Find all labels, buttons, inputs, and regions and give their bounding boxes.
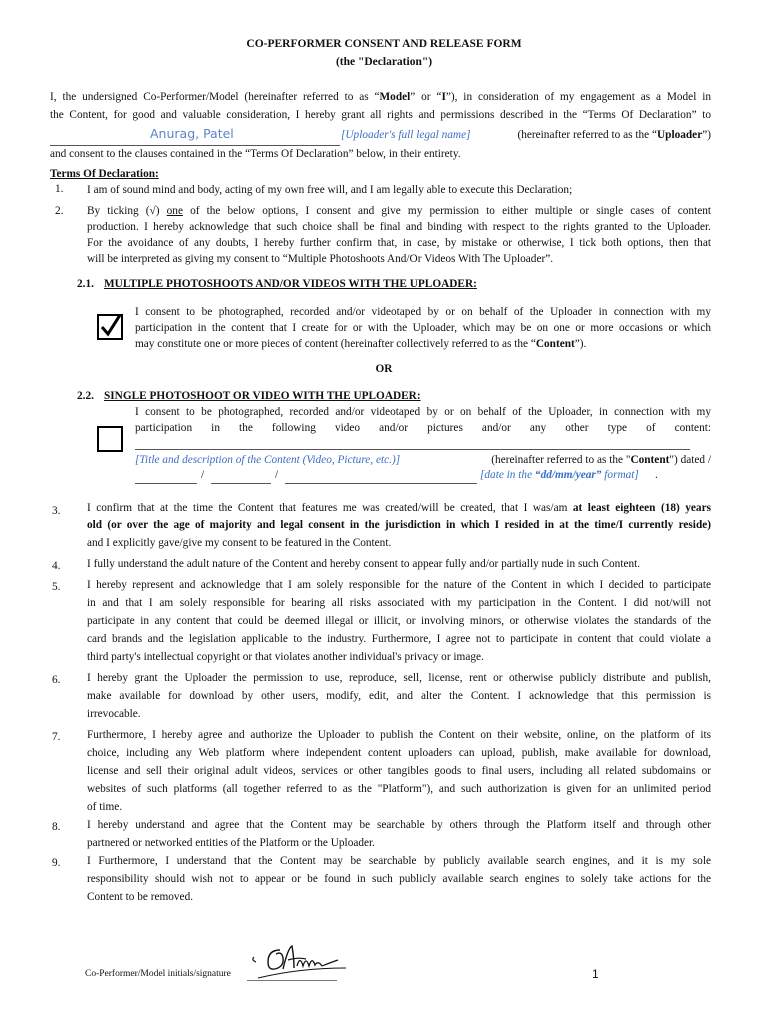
checkmark-icon xyxy=(99,316,121,338)
clause-1-text: I am of sound mind and body, acting of my own free will, and I am legally able to execute this Declaration; xyxy=(87,184,573,196)
clause-9-number: 9. xyxy=(52,857,61,869)
clause-7-line: Furthermore, I hereby agree and authorize the Uploader to publish the Content on their website, online, on the platform of its xyxy=(87,729,711,741)
intro-line-4: and consent to the clauses contained in the “Terms Of Declaration” below, in their entirety. xyxy=(50,148,461,160)
option-1-heading: MULTIPLE PHOTOSHOOTS AND/OR VIDEOS WITH THE UPLOADER: xyxy=(104,278,477,290)
signature-line[interactable] xyxy=(247,980,337,981)
clause-5-line: I hereby represent and acknowledge that I am solely responsible for the nature of the Content in which I decided to participate xyxy=(87,579,711,591)
option-1-checkbox[interactable] xyxy=(97,314,123,340)
uploader-name-value[interactable]: Anurag, Patel xyxy=(150,126,234,141)
clause-6-line: make available for download by other users, modify, edit, and alter the Content. I acknowledge that this permission is xyxy=(87,690,711,702)
option-1-line-1: I consent to be photographed, recorded and/or videotaped by or on behalf of the Uploader in connection with my xyxy=(135,306,711,318)
option-2-checkbox[interactable] xyxy=(97,426,123,452)
option-2-number: 2.2. xyxy=(77,390,94,402)
option-1-line-2: participation in the content that I create for or with the Uploader, which may be on one or more occasions or which xyxy=(135,322,711,334)
clause-6-number: 6. xyxy=(52,674,61,686)
clause-5-line: third party's intellectual copyright or that violates another individual's privacy or image. xyxy=(87,651,484,663)
clause-3-line-2: old (or over the age of majority and legal consent in the jurisdiction in which I resided in at the time/I currently reside) xyxy=(87,519,711,531)
clause-7-line: choice, including any Web platform where independent content uploaders can upload, publish, make available for download, xyxy=(87,747,711,759)
option-1-line-3: may constitute one or more pieces of content (hereinafter collectively referred to as the “Content”). xyxy=(135,338,587,350)
clause-2-line-1: By ticking (√) one of the below options, I consent and give my permission to either multiple or single cases of content xyxy=(87,205,712,217)
uploader-name-hint: [Uploader's full legal name] xyxy=(341,129,471,141)
content-title-hint: [Title and description of the Content (Video, Picture, etc.)] xyxy=(135,454,401,466)
or-separator: OR xyxy=(375,363,393,375)
clause-7-number: 7. xyxy=(52,731,61,743)
clause-2-line-2: production. I hereby acknowledge that such choice shall be final and binding with respect to the rights granted to the Uploader. xyxy=(87,221,711,233)
clause-2-number: 2. xyxy=(55,205,64,217)
clause-4-text: I fully understand the adult nature of the Content and hereby consent to appear fully and/or partially nude in such Content. xyxy=(87,558,641,570)
clause-4-number: 4. xyxy=(52,560,61,572)
content-description-line[interactable] xyxy=(135,449,690,450)
intro-line-2: the Content, for good and valuable consideration, I hereby grant all rights and permissions described in the “Terms Of Declaration” to xyxy=(50,109,711,121)
clause-1-number: 1. xyxy=(55,183,64,195)
date-day-line[interactable] xyxy=(135,483,197,484)
clause-6-line: irrevocable. xyxy=(87,708,141,720)
date-year-line[interactable] xyxy=(285,483,477,484)
option-2-line-1: I consent to be photographed, recorded and/or videotaped by or on behalf of the Uploader, in connection with my xyxy=(135,406,711,418)
clause-8-number: 8. xyxy=(52,821,61,833)
clause-8-line: partnered or networked entities of the Platform or the Uploader. xyxy=(87,837,375,849)
clause-9-line: responsibility should wish not to appear or be found in such publicly available search engines to solely take actions for the xyxy=(87,873,711,885)
clause-5-line: card brands and the legislation applicable to the industry. Furthermore, I agree not to participate in content that could violate a xyxy=(87,633,711,645)
page-number: 1 xyxy=(592,967,599,981)
clause-2-line-4: will be interpreted as giving my consent to “Multiple Photoshoots And/Or Videos With The Uploader”. xyxy=(87,253,554,265)
option-1-number: 2.1. xyxy=(77,278,94,290)
intro-line-3: (hereinafter referred to as the “Uploader”) xyxy=(517,129,711,141)
date-month-line[interactable] xyxy=(211,483,271,484)
intro-line-1: I, the undersigned Co-Performer/Model (hereinafter referred to as “Model” or “I”), in consideration of my engagement as a Model in xyxy=(50,91,711,103)
clause-5-number: 5. xyxy=(52,581,61,593)
clause-7-line: license and sell their original adult videos, services or other tangibles goods to final users, including all related subdomains or xyxy=(87,765,711,777)
terms-heading: Terms Of Declaration: xyxy=(50,168,159,180)
clause-3-line-3: and I explicitly gave/give my consent to be featured in the Content. xyxy=(87,537,392,549)
date-separator-2: / xyxy=(275,469,279,481)
signature-label: Co-Performer/Model initials/signature xyxy=(85,969,231,979)
clause-7-line: of time. xyxy=(87,801,123,813)
clause-7-line: websites of such platforms (all together referred to as the "Platform"), and such authorization is given for an unlimited period xyxy=(87,783,711,795)
form-subtitle: (the "Declaration") xyxy=(335,56,433,68)
date-separator-1: / xyxy=(201,469,205,481)
clause-9-line: I Furthermore, I understand that the Content may be searchable by publicly available search engines, and it is my sole xyxy=(87,855,711,867)
option-2-line-3: (hereinafter referred to as the "Content") dated / xyxy=(491,454,711,466)
option-2-line-2: participation in the following video and/or pictures and/or any other type of content: xyxy=(135,422,711,434)
clause-9-line: Content to be removed. xyxy=(87,891,194,903)
clause-3-line-1: I confirm that at the time the Content that features me was created/will be created, that I was/am at least eighteen (18) years xyxy=(87,502,711,514)
clause-8-line: I hereby understand and agree that the Content may be searchable by others through the Platform itself and through other xyxy=(87,819,711,831)
clause-5-line: in and that I am solely responsible for bearing all risks associated with my participation in the Content. I did not/will not xyxy=(87,597,711,609)
date-format-hint: [date in the “dd/mm/year” format] xyxy=(480,469,639,481)
clause-6-line: I hereby grant the Uploader the permission to use, reproduce, sell, license, rent or otherwise publicly distribute and publish, xyxy=(87,672,711,684)
handwritten-signature-icon xyxy=(250,938,350,980)
date-end: . xyxy=(655,469,658,481)
clause-3-number: 3. xyxy=(52,505,61,517)
form-title: CO-PERFORMER CONSENT AND RELEASE FORM xyxy=(246,38,522,50)
option-2-heading: SINGLE PHOTOSHOOT OR VIDEO WITH THE UPLOADER: xyxy=(104,390,421,402)
clause-2-line-3: For the avoidance of any doubts, I hereby further confirm that, in case, by mistake or otherwise, I tick both options, then that xyxy=(87,237,711,249)
clause-5-line: participate in any content that could be deemed illegal or illicit, or involving minors, or otherwise violates the standards of the xyxy=(87,615,711,627)
